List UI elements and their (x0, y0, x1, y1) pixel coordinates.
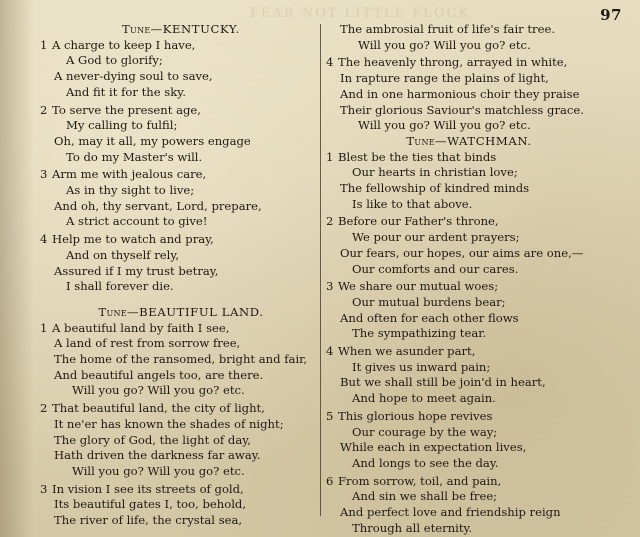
stanza-beautiful-land-4 (326, 55, 612, 134)
verse-line: Our fears, our hopes, our aims are one,— (340, 245, 584, 260)
verse-line: Is like to that above. (352, 196, 473, 211)
stanza-beautiful-land-3 (40, 482, 322, 529)
verse-line: And in one harmonious choir they praise (340, 86, 580, 101)
verse-line: And hope to meet again. (352, 391, 496, 406)
tune-label: Tune (406, 133, 435, 148)
tune-title-beautiful-land (40, 305, 322, 321)
stanza-watchman-2 (326, 214, 612, 277)
stanza-beautiful-land-1 (40, 321, 322, 400)
verse-line: I shall forever die. (66, 279, 174, 294)
verse-line: Help me to watch and pray, (52, 232, 214, 247)
stanza-beautiful-land-2 (40, 401, 322, 480)
verse-line: It gives us inward pain; (352, 359, 491, 374)
verse-refrain: Will you go? Will you go? etc. (358, 118, 531, 133)
verse-line: Our comforts and our cares. (352, 261, 519, 276)
stanza-number: 4 (326, 55, 334, 70)
verse-line: Our hearts in christian love; (352, 165, 518, 180)
verse-line: A land of rest from sorrow free, (54, 336, 241, 351)
verse-line: Our courage by the way; (352, 424, 498, 439)
verse-line: And beautiful angels too, are there. (54, 367, 264, 382)
stanza-watchman-3 (326, 279, 612, 342)
stanza-watchman-4 (326, 344, 612, 407)
verse-line: A strict account to give! (66, 214, 208, 229)
verse-line: The fellowship of kindred minds (340, 181, 530, 196)
verse-line: The glory of God, the light of day, (54, 432, 251, 447)
stanza-number: 5 (326, 408, 334, 423)
tune-name: —KENTUCKY. (150, 22, 240, 36)
verse-line: And fit it for the sky. (66, 84, 186, 99)
stanza-number: 4 (40, 232, 48, 247)
verse-line: A never-dying soul to save, (54, 69, 213, 84)
verse-line: And sin we shall be free; (352, 489, 498, 504)
verse-line: Hath driven the darkness far away. (54, 448, 261, 463)
stanza-beautiful-land-3-continued (326, 22, 612, 53)
verse-refrain: Will you go? Will you go? etc. (72, 383, 245, 398)
tune-label: Tune (98, 304, 127, 319)
stanza-number: 3 (326, 279, 334, 294)
stanza-number: 2 (326, 214, 334, 229)
stanza-number: 1 (40, 37, 48, 52)
stanza-watchman-5 (326, 409, 612, 472)
verse-line: Blest be the ties that binds (338, 149, 497, 164)
tune-label: Tune (122, 22, 151, 36)
verse-line: And longs to see the day. (352, 455, 499, 470)
verse-line: And perfect love and friendship reign (340, 505, 561, 520)
stanza-kentucky-3 (40, 167, 322, 230)
bleed-through-text: FEAR NOT LITTLE FLOCK (250, 6, 471, 21)
verse-line: Arm me with jealous care, (52, 167, 207, 182)
verse-line: Before our Father's throne, (338, 214, 499, 229)
verse-line: The ambrosial fruit of life's fair tree. (340, 22, 556, 36)
verse-line: But we shall still be join'd in heart, (340, 375, 546, 390)
verse-line: A beautiful land by faith I see, (52, 320, 230, 335)
verse-line: And oh, thy servant, Lord, prepare, (54, 198, 262, 213)
verse-line: And often for each other flows (340, 310, 519, 325)
stanza-number: 4 (326, 344, 334, 359)
tune-name: —WATCHMAN. (434, 133, 532, 148)
stanza-kentucky-4 (40, 232, 322, 295)
verse-line: Oh, may it all, my powers engage (54, 133, 251, 148)
verse-line: From sorrow, toil, and pain, (338, 473, 502, 488)
verse-line: To serve the present age, (52, 102, 201, 117)
left-column (40, 22, 322, 529)
verse-line: The river of life, the crystal sea, (54, 513, 243, 528)
verse-line: Its beautiful gates I, too, behold, (54, 497, 247, 512)
stanza-number: 2 (40, 401, 48, 416)
verse-line: A charge to keep I have, (52, 37, 196, 52)
tune-title-watchman (326, 134, 612, 150)
tune-title-kentucky (40, 22, 322, 38)
verse-line: My calling to fulfil; (66, 118, 178, 133)
verse-line: A God to glorify; (66, 53, 163, 68)
stanza-number: 3 (40, 481, 48, 496)
verse-line: Assured if I my trust betray, (54, 263, 219, 278)
stanza-number: 6 (326, 473, 334, 488)
verse-line: When we asunder part, (338, 344, 476, 359)
verse-line: This glorious hope revives (338, 408, 493, 423)
verse-line: In rapture range the plains of light, (340, 71, 549, 86)
verse-line: The sympathizing tear. (352, 326, 487, 341)
verse-line: We share our mutual woes; (338, 279, 499, 294)
verse-line: In vision I see its streets of gold, (52, 481, 244, 496)
verse-line: We pour our ardent prayers; (352, 230, 520, 245)
verse-line: And on thyself rely, (66, 247, 180, 262)
verse-line: That beautiful land, the city of light, (52, 401, 265, 416)
verse-line: While each in expectation lives, (340, 440, 527, 455)
stanza-watchman-6 (326, 474, 612, 537)
verse-line: Through all eternity. (352, 520, 473, 535)
verse-line: To do my Master's will. (66, 149, 203, 164)
binding-shadow (0, 0, 34, 537)
page-number: 97 (600, 6, 622, 24)
stanza-number: 1 (40, 320, 48, 335)
verse-refrain: Will you go? Will you go? etc. (72, 463, 245, 478)
tune-name: —BEAUTIFUL LAND. (126, 304, 264, 319)
right-column (326, 22, 612, 537)
stanza-number: 2 (40, 102, 48, 117)
stanza-kentucky-2 (40, 103, 322, 166)
verse-line: Our mutual burdens bear; (352, 294, 506, 309)
verse-line: The heavenly throng, arrayed in white, (338, 55, 568, 70)
stanza-kentucky-1 (40, 38, 322, 101)
stanza-watchman-1 (326, 150, 612, 213)
verse-line: It ne'er has known the shades of night; (54, 416, 284, 431)
stanza-number: 3 (40, 167, 48, 182)
verse-line: Their glorious Saviour's matchless grace. (340, 102, 584, 117)
stanza-number: 1 (326, 149, 334, 164)
verse-refrain: Will you go? Will you go? etc. (358, 37, 531, 52)
verse-line: The home of the ransomed, bright and fair, (54, 352, 308, 367)
verse-line: As in thy sight to live; (66, 183, 195, 198)
